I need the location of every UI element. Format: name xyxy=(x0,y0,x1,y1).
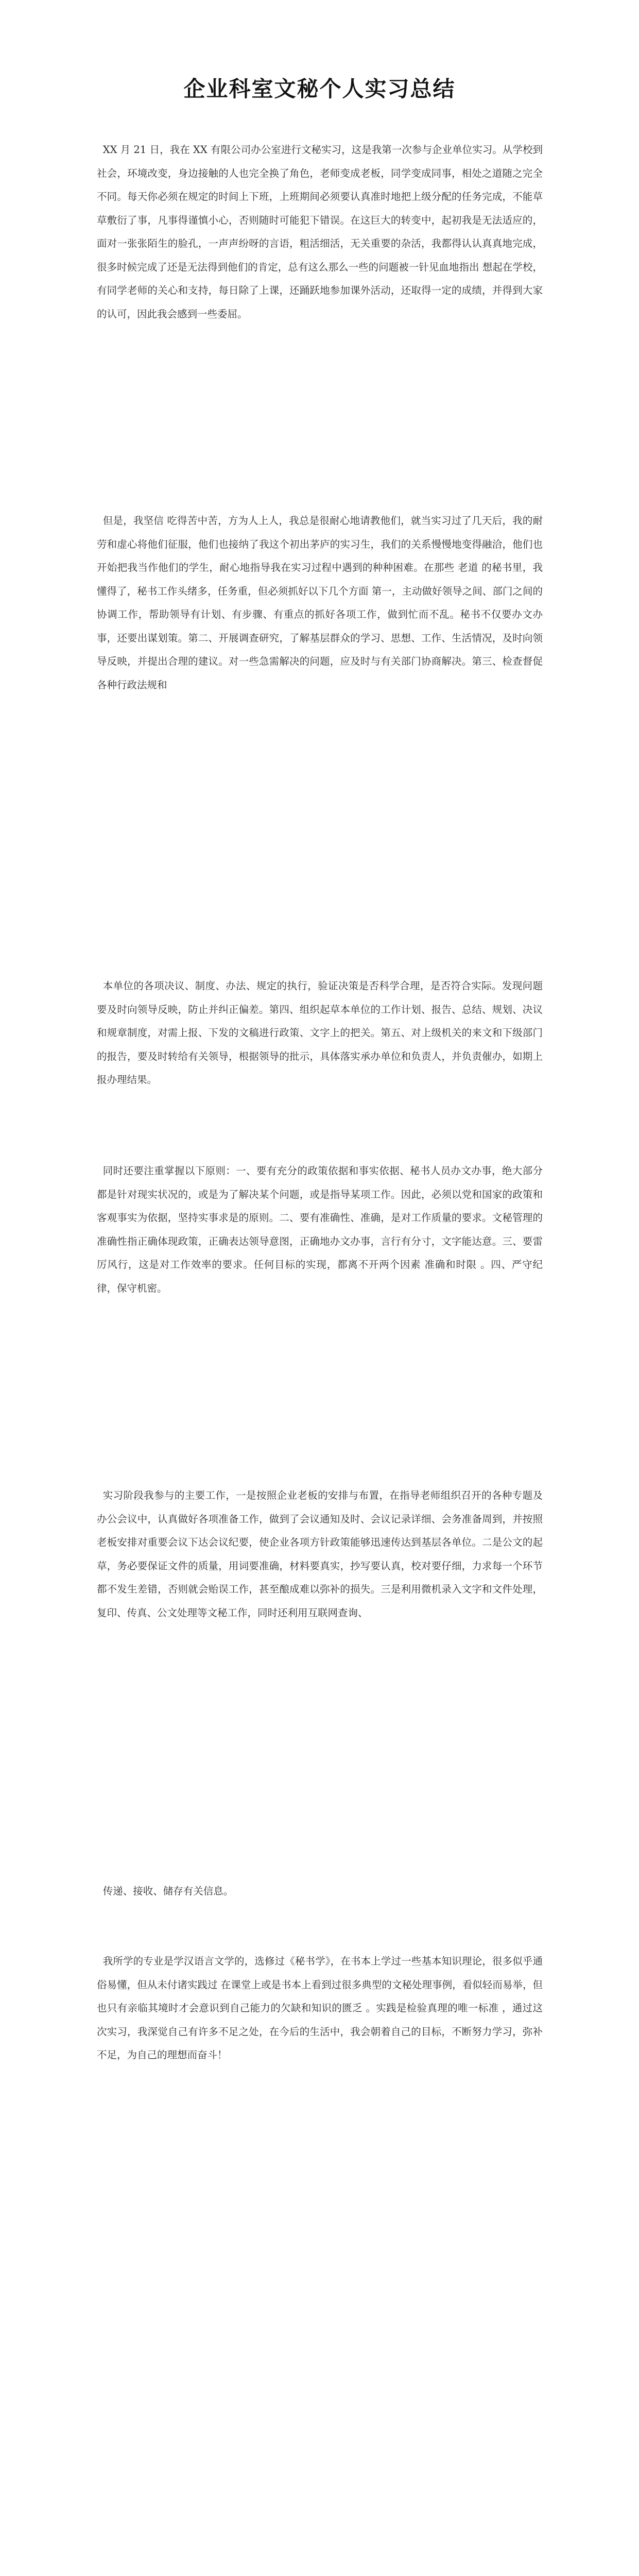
paragraph-5: 实习阶段我参与的主要工作，一是按照企业老板的安排与布置，在指导老师组织召开的各种专题及办公会议中，认真做好各项准备工作，做到了会议通知及时、会议记录详细、会务准备周到，并按照老板安排对重要会议下达会议纪要，使企业各项方针政策能够迅速传达到基层各单位。二是公文的起草，务必要保证文件的质量，用词要准确，材料要真实，抄写要认真，校对要仔细，力求每一个环节都不发生差错，否则就会贻误工作，甚至酿成难以弥补的损失。三是利用微机录入文字和文件处理，复印、传真、公文处理等文秘工作，同时还利用互联网查询、 xyxy=(97,1489,543,1619)
paragraph-1: XX 月 21 日，我在 XX 有限公司办公室进行文秘实习，这是我第一次参与企业单位实习。从学校到社会，环境改变，身边接触的人也完全换了角色，老师变成老板，同学变成同事，相处之道随之完全不同。每天你必须在规定的时间上下班，上班期间必须要认真准时地把上级分配的任务完成，不能草草敷衍了事，凡事得谨慎小心，否则随时可能犯下错误。在这巨大的转变中，起初我是无法适应的，面对一张张陌生的脸孔，一声声纷呀的言语，粗活细活，无关重要的杂活，我都得认认真真地完成，很多时候完成了还是无法得到他们的肯定，总有这么那么一些的问题被一针见血地指出 想起在学校，有同学老师的关心和支持，每日除了上课，还踊跃地参加课外活动，还取得一定的成绩，并得到大家的认可，因此我会感到一些委屈。 xyxy=(97,144,543,320)
paragraph-2: 但是，我坚信 吃得苦中苦，方为人上人，我总是很耐心地请教他们，就当实习过了几天后，我的耐劳和虚心将他们征服，他们也接纳了我这个初出茅庐的实习生，我们的关系慢慢地变得融洽，他们也开始把我当作他们的学生，耐心地指导我在实习过程中遇到的种种困难。在那些 老道 的秘书里，我懂得了，秘书工作头绪多，任务重，但必须抓好以下几个方面 第一，主动做好领导之间、部门之间的协调工作，帮助领导有计划、有步骤、有重点的抓好各项工作，做到忙而不乱。秘书不仅要办文办事，还要出谋划策。第二、开展调查研究，了解基层群众的学习、思想、工作、生活情况，及时向领导反映，并提出合理的建议。对一些急需解决的问题，应及时与有关部门协商解决。第三、检查督促各种行政法规和 xyxy=(97,515,543,691)
paragraph-4: 同时还要注重掌握以下原则：一、要有充分的政策依据和事实依据、秘书人员办文办事，绝大部分都是针对现实状况的，或是为了解决某个问题，或是指导某项工作。因此，必须以党和国家的政策和客观事实为依据，坚持实事求是的原则。二、要有准确性、准确，是对工作质量的要求。文秘管理的准确性指正确体现政策，正确表达领导意图，正确地办文办事，言行有分寸，文字能达意。三、要雷厉风行，这是对工作效率的要求。任何目标的实现，都离不开两个因素 准确和时限 。四、严守纪律，保守机密。 xyxy=(97,1165,543,1294)
paragraph-6: 传递、接收、储存有关信息。 xyxy=(102,1885,234,1897)
document-title: 企业科室文秘个人实习总结 xyxy=(183,76,456,101)
paragraph-3: 本单位的各项决议、制度、办法、规定的执行，验证决策是否科学合理，是否符合实际。发现问题要及时向领导反映，防止并纠正偏差。第四、组织起草本单位的工作计划、报告、总结、规划、决议和规章制度，对需上报、下发的文稿进行政策、文字上的把关。第五、对上级机关的来文和下级部门的报告，要及时转给有关领导，根据领导的批示，具体落实承办单位和负责人，并负责催办，如期上报办理结果。 xyxy=(97,980,543,1086)
paragraph-7: 我所学的专业是学汉语言文学的，选修过《秘书学》，在书本上学过一些基本知识理论，很多似乎通俗易懂，但从未付诸实践过 在课堂上或是书本上看到过很多典型的文秘处理事例，看似轻而易举，但也只有亲临其境时才会意识到自己能力的欠缺和知识的匮乏 。实践是检验真理的唯一标准 ，通过这次实习，我深觉自己有许多不足之处，在今后的生活中，我会朝着自己的目标，不断努力学习，弥补不足，为自己的理想而奋斗！ xyxy=(97,1955,543,2061)
